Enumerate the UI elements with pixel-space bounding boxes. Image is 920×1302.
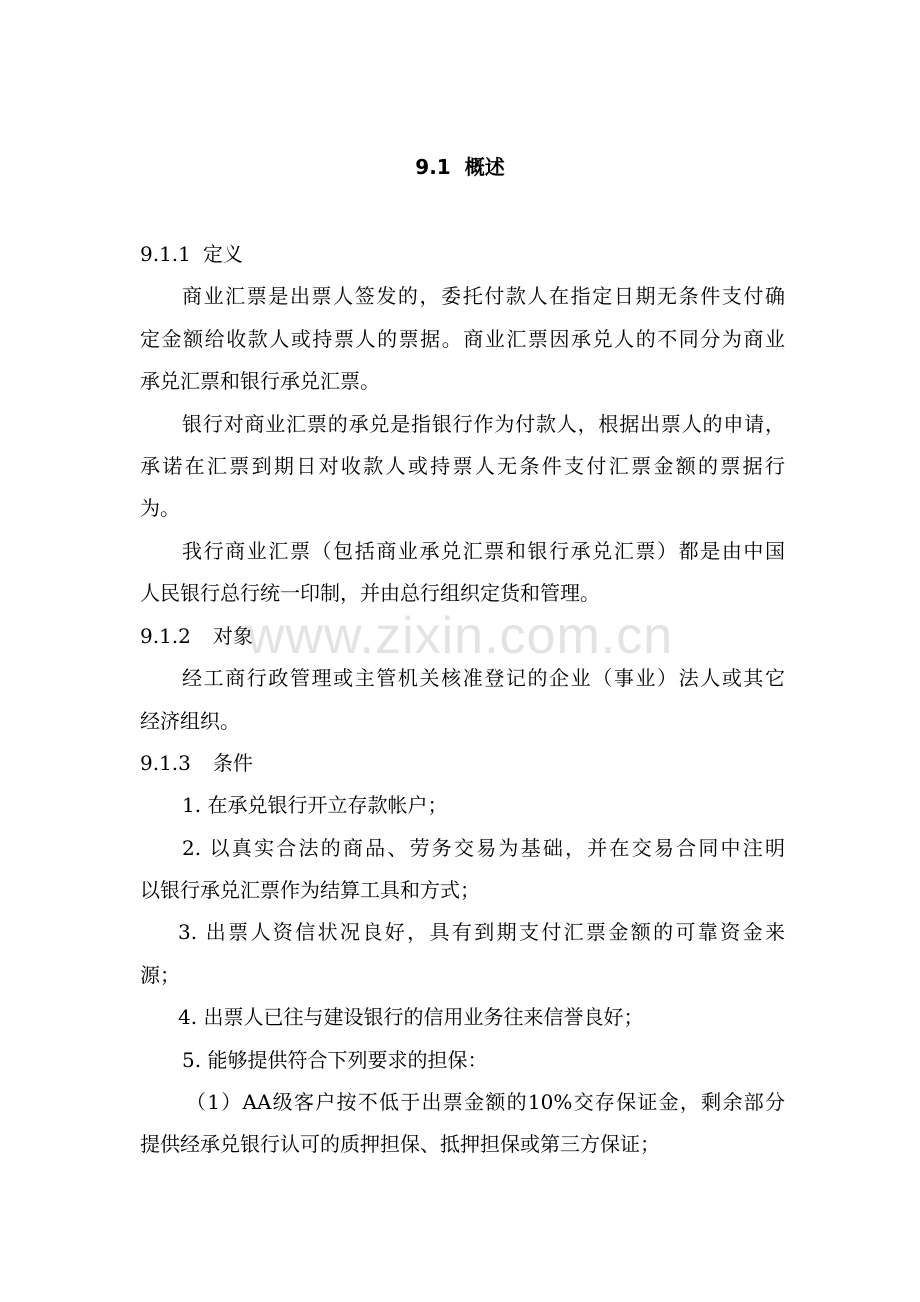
paragraph-line: 人民银行总行统一印制，并由总行组织定货和管理。 bbox=[140, 581, 600, 605]
section-number: 9.1.1 bbox=[140, 242, 191, 266]
list-item: 1. 在承兑银行开立存款帐户； bbox=[182, 793, 448, 817]
section-heading-definition bbox=[140, 234, 785, 274]
list-item-continuation: 源； bbox=[140, 963, 180, 987]
section-number: 9.1.3 bbox=[140, 751, 191, 775]
list-item: 5. 能够提供符合下列要求的担保： bbox=[182, 1048, 488, 1072]
paragraph-line: 承兑汇票和银行承兑汇票。 bbox=[140, 369, 380, 393]
sub-list-item: （1）AA级客户按不低于出票金额的10%交存保证金，剩余部分 bbox=[186, 1090, 785, 1114]
section-title: 条件 bbox=[212, 751, 253, 775]
paragraph-line: 为。 bbox=[140, 496, 180, 520]
paragraph-line: 银行对商业汇票的承兑是指银行作为付款人，根据出票人的申请， bbox=[182, 412, 785, 436]
section-heading-conditions bbox=[140, 743, 785, 783]
section-heading-object bbox=[140, 616, 785, 656]
paragraph-line: 经工商行政管理或主管机关核准登记的企业（事业）法人或其它 bbox=[182, 666, 785, 690]
list-item: 4. 出票人已往与建设银行的信用业务往来信誉良好； bbox=[178, 1005, 644, 1029]
section-number: 9.1.2 bbox=[140, 624, 191, 648]
sub-list-item-continuation: 提供经承兑银行认可的质押担保、抵押担保或第三方保证； bbox=[140, 1132, 660, 1156]
section-title: 定义 bbox=[202, 242, 243, 266]
paragraph-line: 经济组织。 bbox=[140, 709, 240, 733]
list-item: 2. 以真实合法的商品、劳务交易为基础，并在交易合同中注明 bbox=[182, 836, 785, 860]
paragraph-line: 承诺在汇票到期日对收款人或持票人无条件支付汇票金额的票据行 bbox=[140, 454, 785, 478]
chapter-title-text: 概述 bbox=[464, 155, 505, 179]
list-item-continuation: 以银行承兑汇票作为结算工具和方式； bbox=[140, 878, 480, 902]
chapter-number: 9.1 bbox=[415, 155, 451, 179]
paragraph-line: 定金额给收款人或持票人的票据。商业汇票因承兑人的不同分为商业 bbox=[140, 327, 785, 351]
list-item: 3. 出票人资信状况良好，具有到期支付汇票金额的可靠资金来 bbox=[178, 920, 785, 944]
section-title: 对象 bbox=[212, 624, 253, 648]
paragraph-line: 我行商业汇票（包括商业承兑汇票和银行承兑汇票）都是由中国 bbox=[182, 539, 785, 563]
watermark: www.zixin.com.cn bbox=[246, 607, 674, 665]
paragraph-line: 商业汇票是出票人签发的，委托付款人在指定日期无条件支付确 bbox=[182, 284, 785, 308]
chapter-title bbox=[0, 150, 920, 184]
